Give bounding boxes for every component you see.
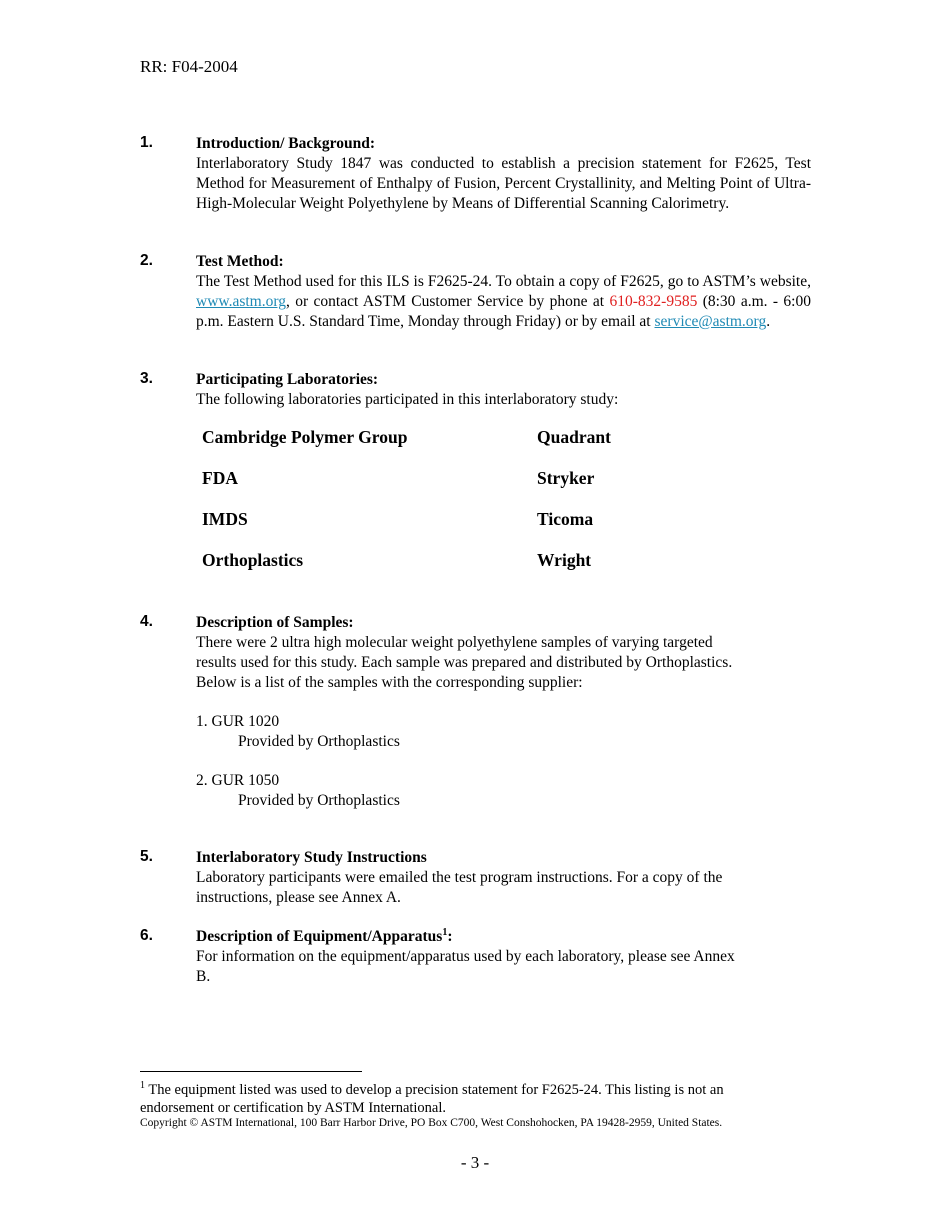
astm-website-link[interactable]: www.astm.org	[196, 293, 286, 310]
footnote	[140, 1081, 800, 1117]
sample-item	[196, 771, 811, 811]
sample-item	[196, 712, 811, 752]
phone-number: 610-832-9585	[609, 293, 698, 310]
lab-name: Wright	[537, 550, 592, 570]
lab-name: Orthoplastics	[202, 550, 304, 570]
sample-label: 1. GUR 1020	[196, 713, 280, 730]
text-part: (8:30 a.m. - 6:00 p.m. Eastern U.S. Standard Time, Monday through Friday) or by email at	[196, 293, 811, 330]
section-number: 5.	[140, 848, 153, 865]
report-header: RR: F04-2004	[140, 57, 238, 76]
lab-name: Cambridge Polymer Group	[202, 427, 408, 447]
footnote-separator	[140, 1071, 362, 1072]
section-text-line: results used for this study. Each sample was prepared and distributed by Orthoplastics.	[196, 654, 733, 671]
section-text: Interlaboratory Study 1847 was conducted to establish a precision statement for F2625, Test Method for Measurement of Enthalpy of Fusion, Percent Crystallinity, and Melting Point of Ultra-High-Molecular Weight Polyethylene by Means of Differential Scanning Calorimetry.	[196, 155, 811, 212]
section-title-text: Description of Equipment/Apparatus	[196, 928, 443, 945]
text-part: , or contact ASTM Customer Service by phone at	[285, 293, 610, 310]
lab-name: IMDS	[202, 509, 248, 529]
text-part: .	[766, 313, 771, 330]
lab-name: Stryker	[537, 468, 595, 488]
copyright-notice: Copyright © ASTM International, 100 Barr Harbor Drive, PO Box C700, West Conshohocken, PA 19428-2959, United States.	[140, 1117, 723, 1129]
sample-supplier: Provided by Orthoplastics	[238, 733, 400, 750]
lab-name: Quadrant	[537, 427, 611, 447]
section-text-line: There were 2 ultra high molecular weight polyethylene samples of varying targeted	[196, 634, 713, 651]
section-description-of-samples	[140, 613, 811, 811]
footnote-reference[interactable]: 1	[442, 926, 448, 938]
section-text-line: B.	[196, 968, 211, 985]
section-title: Interlaboratory Study Instructions	[196, 849, 427, 866]
text-part: The Test Method used for this ILS is F2625-24. To obtain a copy of F2625, go to ASTM’s website,	[196, 273, 811, 290]
section-title: Test Method:	[196, 253, 284, 270]
section-number: 3.	[140, 370, 153, 387]
section-text-line: instructions, please see Annex A.	[196, 889, 401, 906]
section-title: Description of Samples:	[196, 614, 354, 631]
section-text: The following laboratories participated in this interlaboratory study:	[196, 391, 619, 408]
section-title: Participating Laboratories:	[196, 371, 379, 388]
section-text-line: Below is a list of the samples with the corresponding supplier:	[196, 674, 583, 691]
section-text-line: For information on the equipment/apparatus used by each laboratory, please see Annex	[196, 948, 735, 965]
section-introduction	[140, 134, 811, 214]
section-number: 4.	[140, 613, 153, 630]
section-number: 2.	[140, 252, 153, 269]
sample-label: 2. GUR 1050	[196, 772, 280, 789]
section-equipment-apparatus	[140, 927, 811, 987]
footnote-mark: 1	[140, 1080, 145, 1092]
section-title-colon: :	[447, 928, 453, 945]
service-email-link[interactable]: service@astm.org	[654, 313, 767, 330]
section-text-line: Laboratory participants were emailed the test program instructions. For a copy of the	[196, 869, 723, 886]
section-text	[196, 272, 811, 332]
lab-name: FDA	[202, 468, 238, 488]
section-title	[196, 927, 811, 947]
section-participating-laboratories	[140, 370, 811, 410]
page-number: - 3 -	[460, 1153, 490, 1172]
section-study-instructions	[140, 848, 811, 908]
sample-supplier: Provided by Orthoplastics	[238, 792, 400, 809]
footnote-text: The equipment listed was used to develop a precision statement for F2625-24. This listing is not an endorsement or certification by ASTM International.	[140, 1082, 724, 1116]
section-test-method	[140, 252, 811, 332]
lab-name: Ticoma	[537, 509, 594, 529]
section-title: Introduction/ Background:	[196, 135, 376, 152]
section-number: 1.	[140, 134, 153, 151]
section-number: 6.	[140, 927, 153, 944]
